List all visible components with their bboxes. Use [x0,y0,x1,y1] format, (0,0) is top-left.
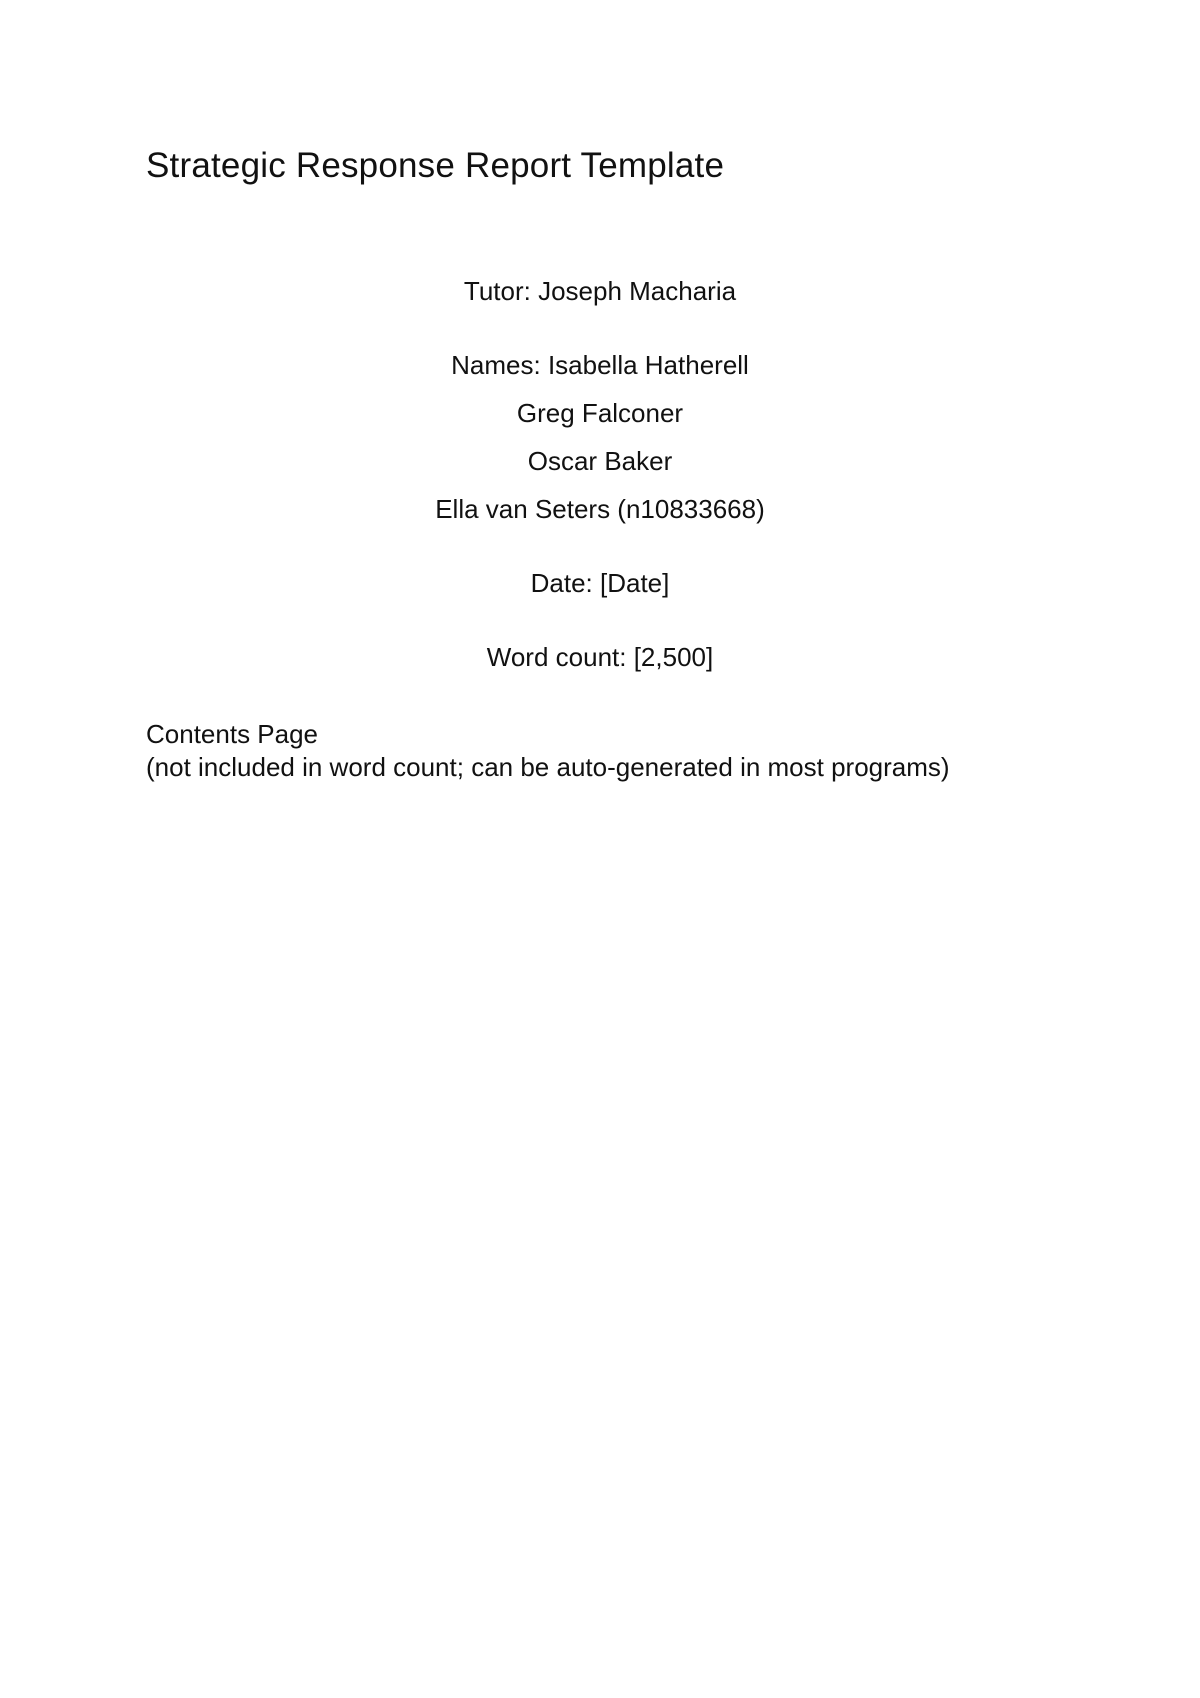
names-line: Names: Isabella Hatherell [451,350,749,380]
document-title: Strategic Response Report Template [146,146,725,185]
date-line: Date: [Date] [530,568,670,598]
tutor-line: Tutor: Joseph Macharia [463,276,737,306]
name-line: Oscar Baker [527,446,673,476]
contents-note: (not included in word count; can be auto-generated in most programs) [146,752,950,782]
name-line: Greg Falconer [516,398,684,428]
contents-heading: Contents Page [146,719,319,749]
word-count-line: Word count: [2,500] [486,642,714,672]
name-line: Ella van Seters (n10833668) [435,494,765,524]
contents-section [146,718,950,784]
